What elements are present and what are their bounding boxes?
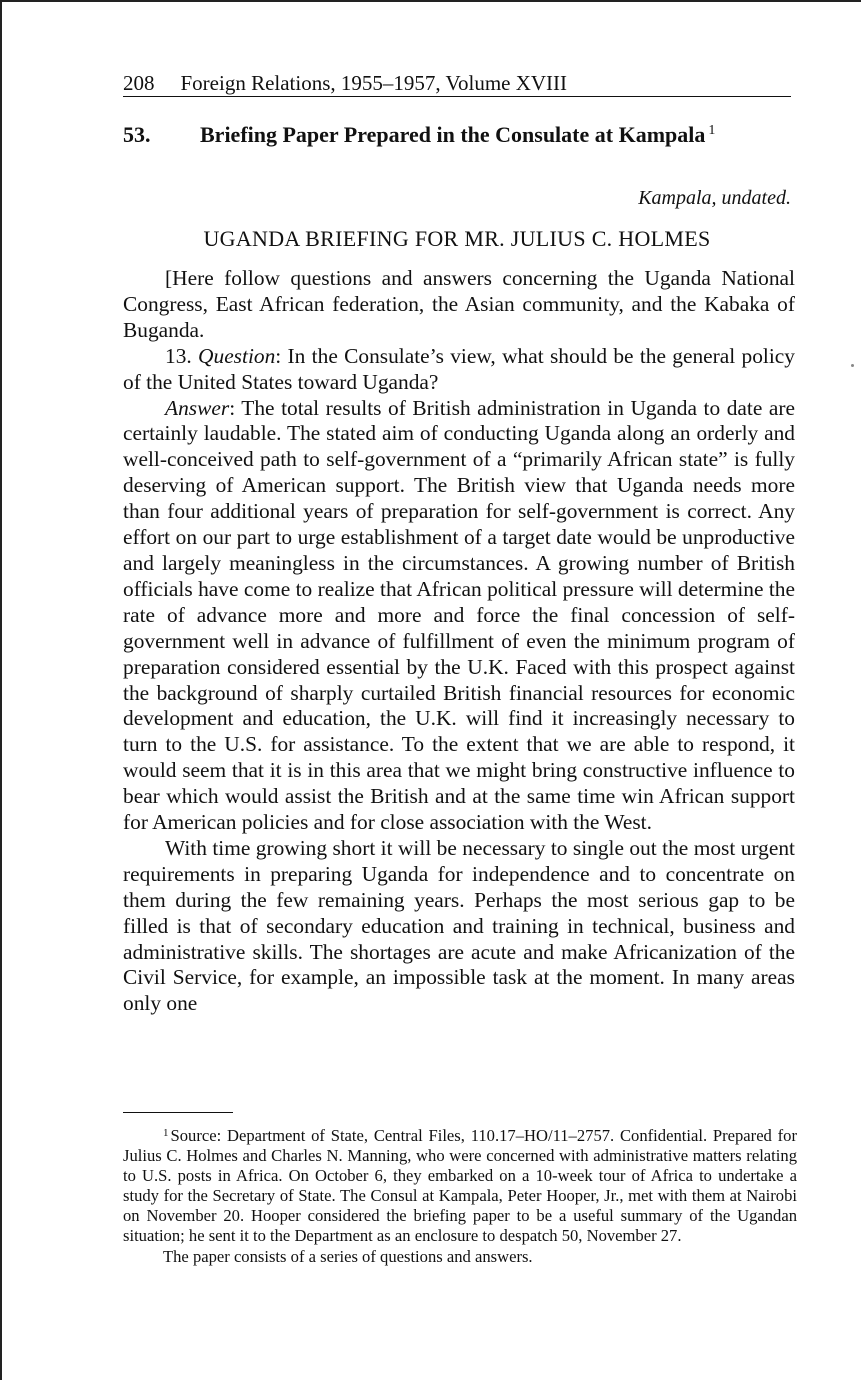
footnote-reference: 1: [708, 123, 716, 138]
question-label: Question: [198, 343, 276, 368]
footnote-marker: 1: [163, 1127, 169, 1139]
footnote-1: [123, 1123, 797, 1247]
running-title: Foreign Relations, 1955–1957, Volume XVIII: [180, 71, 568, 95]
paragraph-continuation: With time growing short it will be necessary to single out the most urgent requirements in preparing Uganda for independence and to concentrate on them during the few remaining years. Perhaps the most serious gap to be filled is that of secondary education and training in technical, business and administrative skills. The shortages are acute and make Africanization of the Civil Service, for example, an impossible task at the moment. In many areas only one: [123, 835, 795, 1016]
body-text: [123, 266, 795, 1017]
question-text: : In the Consulate’s view, what should be the general policy of the United States toward Uganda?: [123, 343, 795, 394]
paragraph-answer: [123, 396, 795, 836]
footnote-rule: [123, 1112, 233, 1113]
running-header: [123, 70, 791, 97]
answer-text: : The total results of British administration in Uganda to date are certainly laudable. The stated aim of conducting Uganda along an orderly and well-conceived path to self-government of a “primarily African state” is fully deserving of American support. The British view that Uganda needs more than four additional years of preparation for self-government is correct. Any effort on our part to urge establishment of a target date would be unproductive and largely meaningless in the circumstances. A growing number of British officials have come to realize that African political pressure will determine the rate of advance more and more and force the final concession of self-government well in advance of fulfillment of even the minimum program of preparation considered essential by the U.K. Faced with this prospect against the background of sharply curtailed British financial resources for economic development and education, the U.K. will find it increasingly necessary to turn to the U.S. for assistance. To the extent that we are able to respond, it would seem that it is in this area that we might bring constructive influence to bear which would assist the British and at the same time win African support for American policies and for close association with the West.: [123, 395, 795, 835]
page-number: 208: [123, 71, 155, 95]
document-title: [123, 117, 791, 149]
paragraph-editorial-note: [Here follow questions and answers concerning the Uganda National Congress, East African federation, the Asian community, and the Kabaka of Buganda.: [123, 266, 795, 342]
place-date: Kampala, undated.: [638, 187, 791, 209]
document-number: 53.: [123, 122, 151, 147]
document-title-text: Briefing Paper Prepared in the Consulate at Kampala: [200, 122, 706, 147]
footnotes: [123, 1123, 797, 1267]
footnote-1-text: Source: Department of State, Central Files, 110.17–HO/11–2757. Confidential. Prepared for Julius C. Holmes and Charles N. Manning, who were concerned with administrative matters relating to U.S. posts in Africa. On October 6, they embarked on a 10-week tour of Africa to undertake a study for the Secretary of State. The Consul at Kampala, Peter Hooper, Jr., met with them at Nairobi on November 20. Hooper considered the briefing paper to be a useful summary of the Ugandan situation; he sent it to the Department as an enclosure to despatch 50, November 27.: [123, 1126, 797, 1246]
briefing-heading: UGANDA BRIEFING FOR MR. JULIUS C. HOLMES: [203, 226, 711, 251]
question-number: 13.: [165, 343, 199, 368]
footnote-1-note: The paper consists of a series of questions and answers.: [163, 1246, 533, 1266]
margin-mark: [851, 364, 854, 367]
paragraph-question: [123, 344, 795, 396]
answer-label: Answer: [165, 395, 230, 420]
